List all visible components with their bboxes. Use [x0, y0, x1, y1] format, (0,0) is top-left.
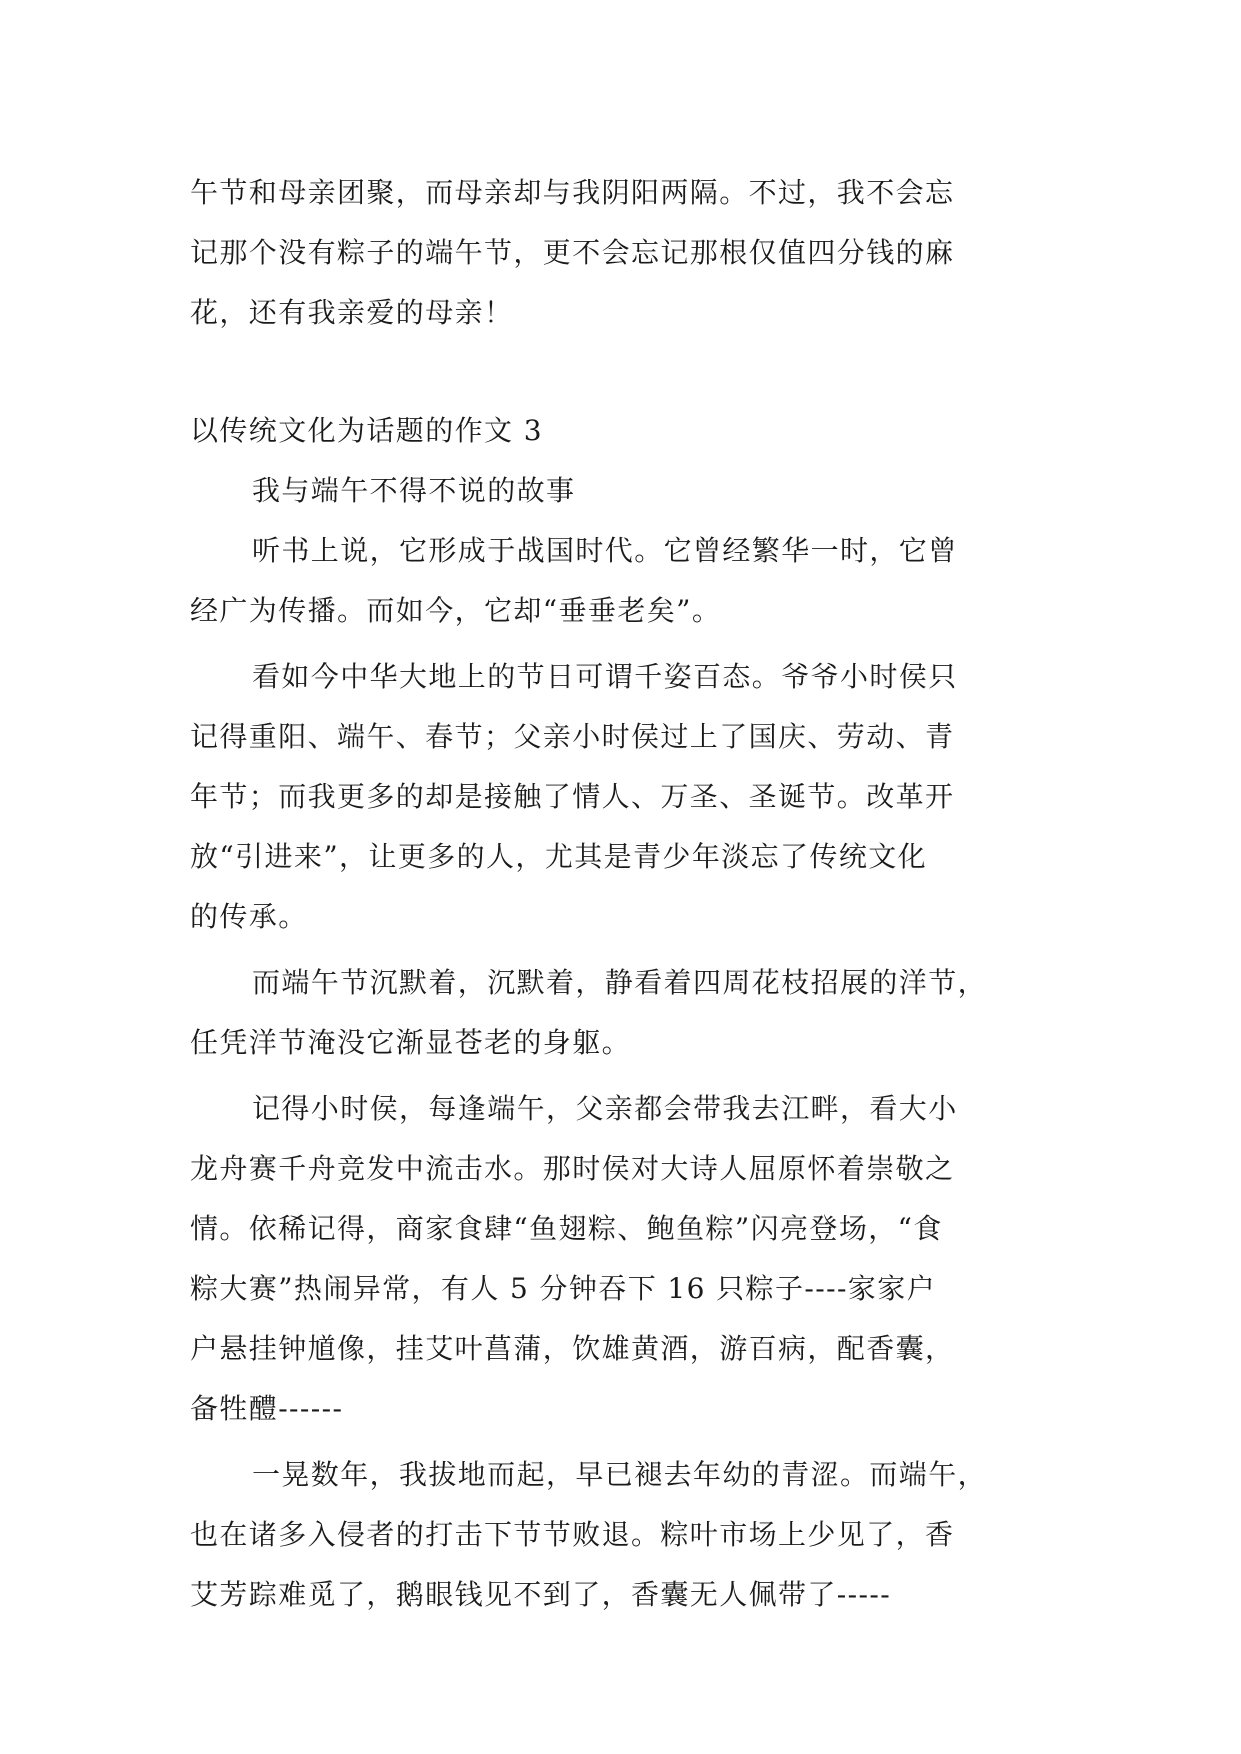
text-line: 年节；而我更多的却是接触了情人、万圣、圣诞节。改革开: [190, 780, 955, 813]
text-line: 看如今中华大地上的节日可谓千姿百态。爷爷小时侯只: [252, 660, 958, 693]
text-line: 的传承。: [190, 900, 308, 933]
text-line: 任凭洋节淹没它渐显苍老的身躯。: [190, 1026, 632, 1059]
essay-subtitle: [190, 461, 1052, 521]
text-line: 一晃数年，我拔地而起，早已褪去年幼的青涩。而端午，: [252, 1458, 988, 1491]
paragraph-continuation: [190, 163, 1052, 343]
text-line: 龙舟赛千舟竞发中流击水。那时侯对大诗人屈原怀着崇敬之: [190, 1152, 955, 1185]
text-line: 听书上说，它形成于战国时代。它曾经繁华一时，它曾: [252, 534, 958, 567]
text-line: 午节和母亲团聚，而母亲却与我阴阳两隔。不过，我不会忘: [190, 176, 955, 209]
text-line: 户悬挂钟馗像，挂艾叶菖蒲，饮雄黄酒，游百病，配香囊，: [190, 1332, 955, 1365]
text-line: 备牲醴------: [190, 1392, 344, 1425]
text-line: 记得小时侯，每逢端午，父亲都会带我去江畔，看大小: [252, 1092, 958, 1125]
text-line: 粽大赛”热闹异常，有人 5 分钟吞下 16 只粽子----家家户: [190, 1272, 937, 1305]
section-heading: [190, 401, 1052, 461]
text-line: 情。依稀记得，商家食肆“鱼翅粽、鲍鱼粽”闪亮登场，“食: [190, 1212, 943, 1245]
paragraph: [190, 953, 1052, 1073]
text-line: 记得重阳、端午、春节；父亲小时侯过上了国庆、劳动、青: [190, 720, 955, 753]
subtitle-text: 我与端午不得不说的故事: [252, 474, 576, 507]
paragraph: [190, 521, 1052, 641]
paragraph: [190, 1445, 1052, 1625]
paragraph: [190, 1079, 1052, 1439]
text-line: 经广为传播。而如今，它却“垂垂老矣”。: [190, 594, 722, 627]
text-line: 放“引进来”，让更多的人，尤其是青少年淡忘了传统文化: [190, 840, 928, 873]
text-line: 艾芳踪难觅了，鹅眼钱见不到了，香囊无人佩带了-----: [190, 1578, 892, 1611]
text-line: 也在诸多入侵者的打击下节节败退。粽叶市场上少见了，香: [190, 1518, 955, 1551]
heading-text: 以传统文化为话题的作文 3: [190, 414, 543, 447]
paragraph: [190, 647, 1052, 947]
text-line: 花，还有我亲爱的母亲！: [190, 296, 514, 329]
text-line: 记那个没有粽子的端午节，更不会忘记那根仅值四分钱的麻: [190, 236, 955, 269]
text-line: 而端午节沉默着，沉默着，静看着四周花枝招展的洋节，: [252, 966, 988, 999]
document-body: [190, 163, 1052, 1625]
